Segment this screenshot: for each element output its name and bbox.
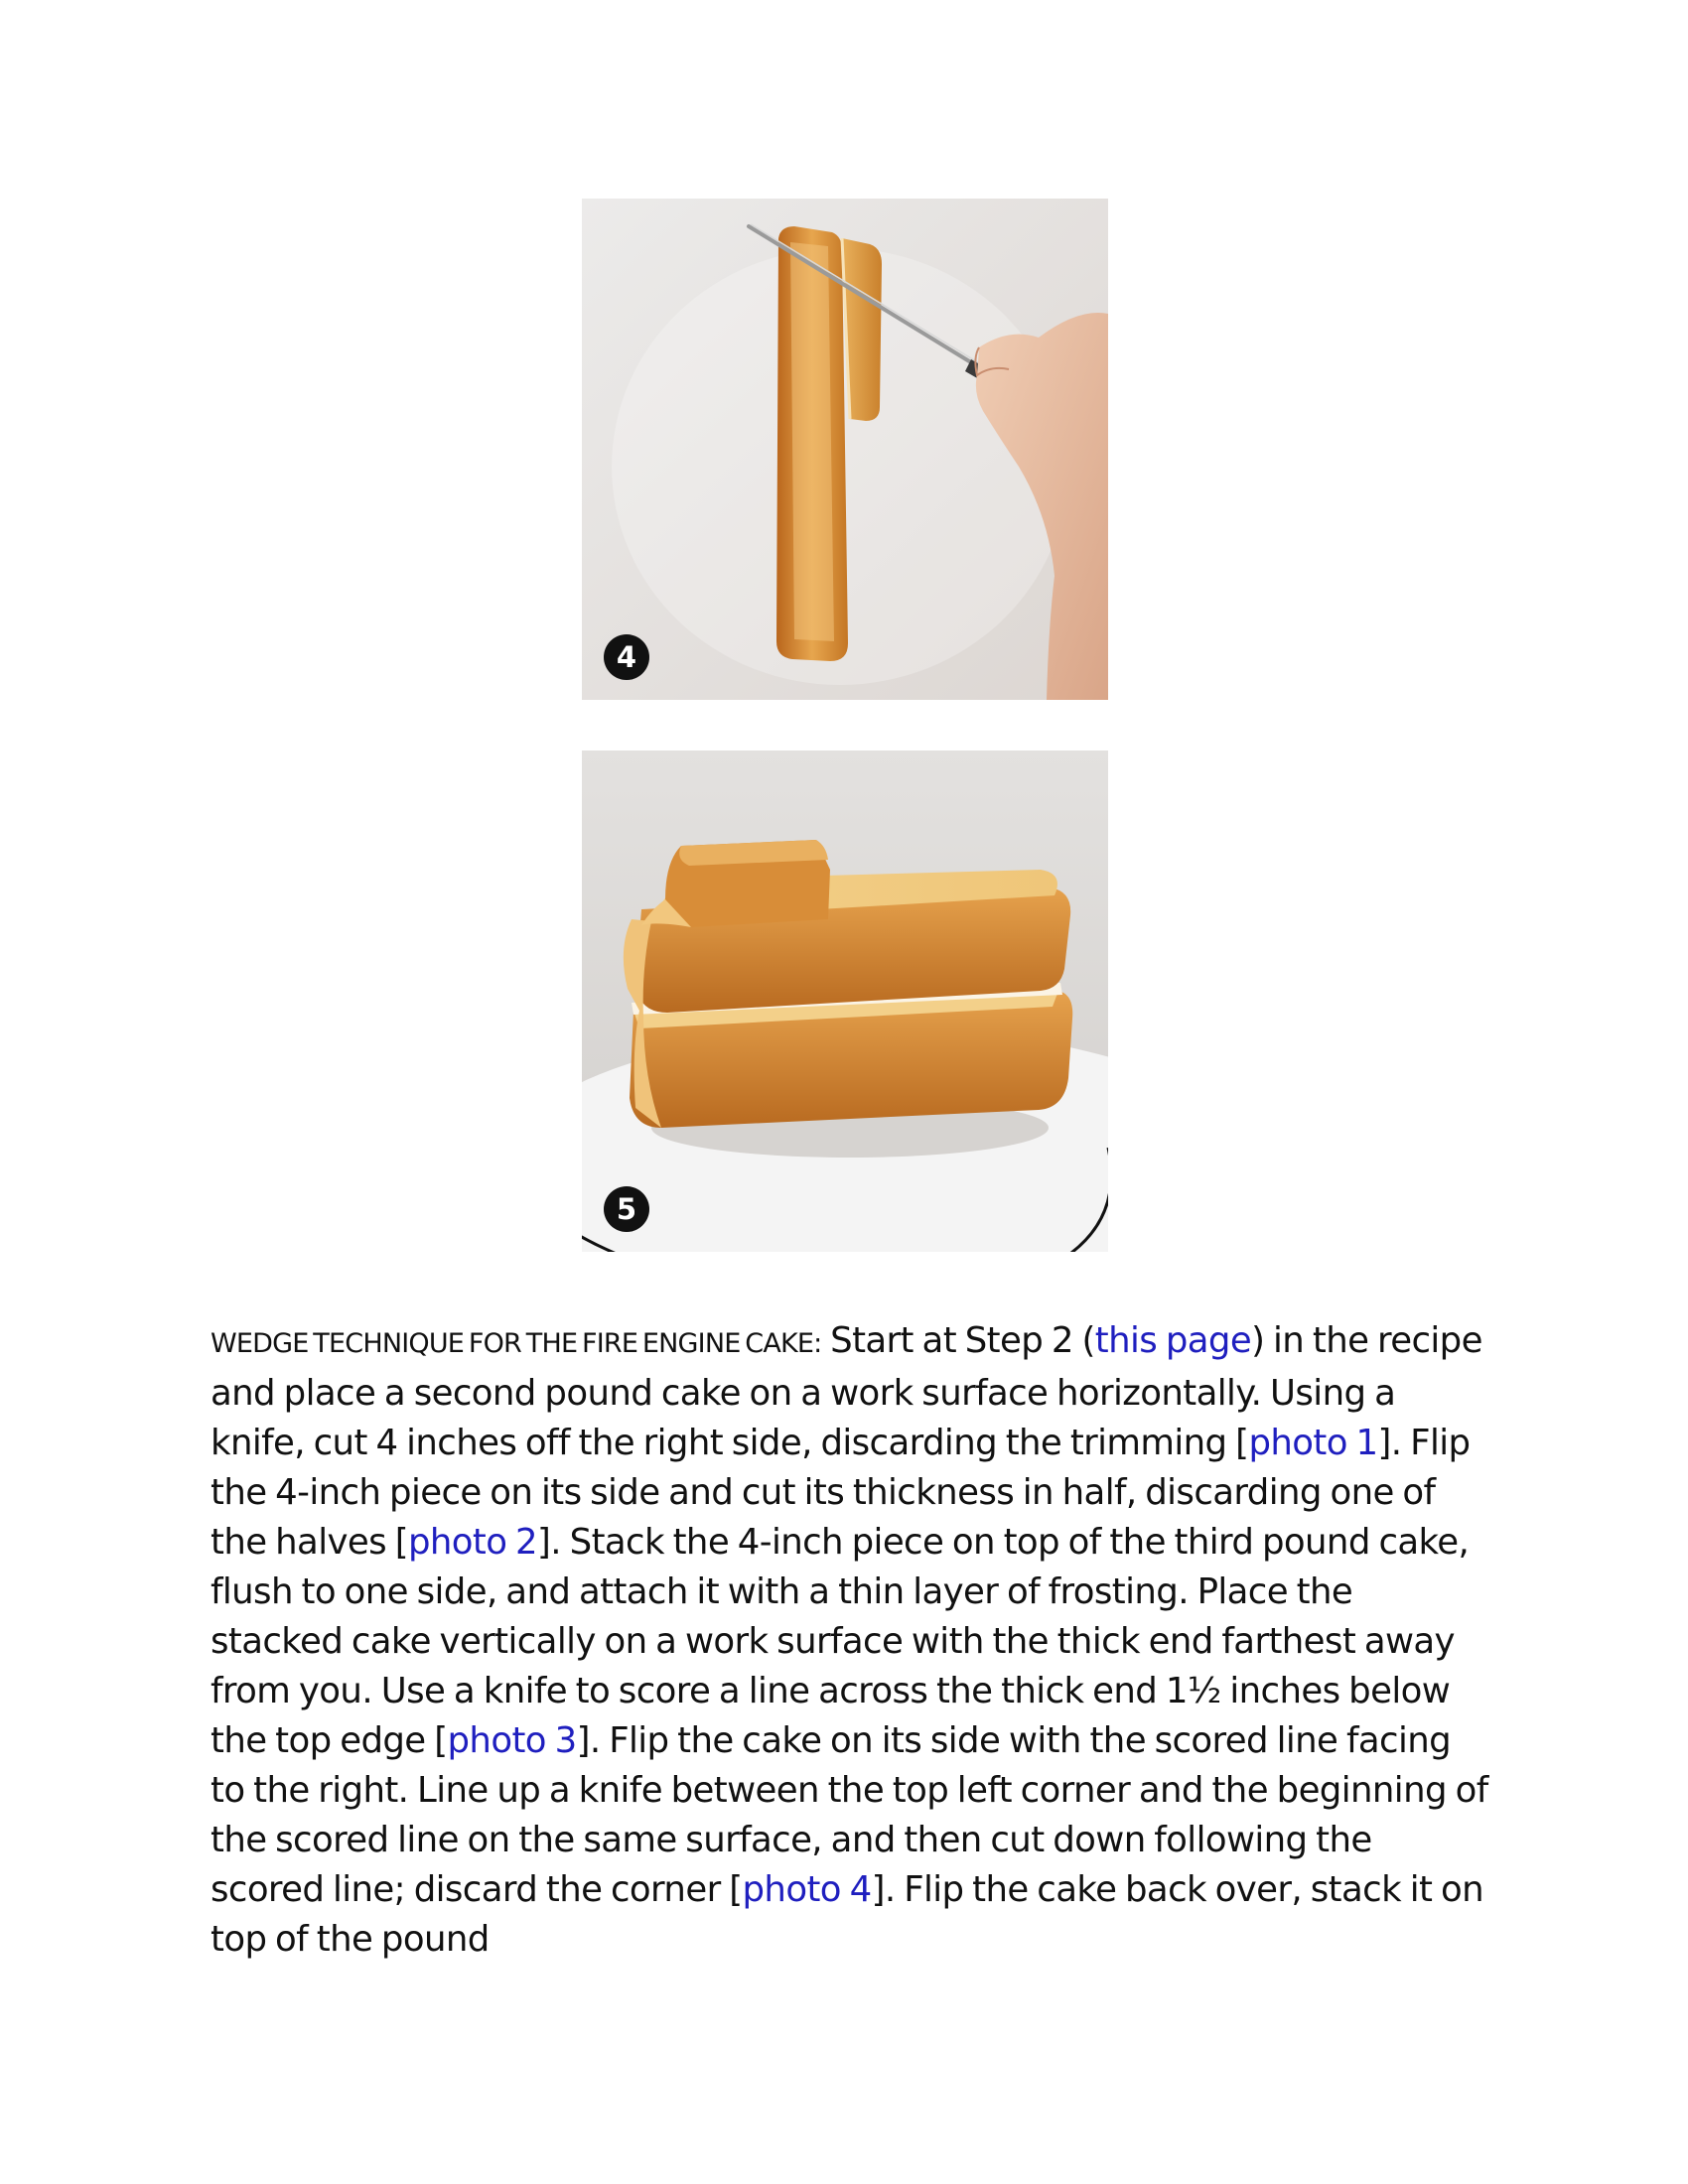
text-segment: ) in the recipe and place a second pound cake on a work surface horizontally. Using a knife, cut 4 inches off the right side, discarding the trimming [ — [211, 1320, 1482, 1463]
text-segment: ]. Flip the cake on its side with the scored line facing to the right. Line up a knife between the top left corner and the beginning of the scored line on the same surface, and then cut down following the scored line; discard the corner [ — [211, 1720, 1488, 1910]
step-5-badge: 5 — [604, 1186, 649, 1232]
photo-step-4 — [582, 199, 1108, 700]
step-4-badge: 4 — [604, 634, 649, 680]
text-segment: ]. Flip the 4-inch piece on its side and cut its thickness in half, discarding one of the halves [ — [211, 1423, 1471, 1563]
section-lead: WEDGE TECHNIQUE FOR THE FIRE ENGINE CAKE: — [211, 1328, 822, 1359]
stacked-cake-illustration — [582, 751, 1108, 1252]
this-page-link[interactable]: this page — [1094, 1320, 1252, 1361]
cake-cutting-illustration — [582, 199, 1108, 700]
photo-2-link[interactable]: photo 2 — [407, 1522, 538, 1563]
text-segment: Start at Step 2 ( — [821, 1320, 1095, 1361]
instructions-paragraph — [211, 1316, 1491, 1965]
text-segment: ]. Stack the 4-inch piece on top of the third pound cake, flush to one side, and attach it with a thin layer of frosting. Place the stacked cake vertically on a work surface with the thick end farthest away from you. Use a knife to score a line across the thick end 1½ inches below the top edge [ — [211, 1522, 1470, 1761]
photo-1-link[interactable]: photo 1 — [1248, 1423, 1378, 1463]
text-segment: ]. Flip the cake back over, stack it on top of the pound — [211, 1869, 1483, 1960]
photo-3-link[interactable]: photo 3 — [447, 1720, 577, 1761]
photo-4-link[interactable]: photo 4 — [742, 1869, 872, 1910]
photo-step-5 — [582, 751, 1108, 1252]
